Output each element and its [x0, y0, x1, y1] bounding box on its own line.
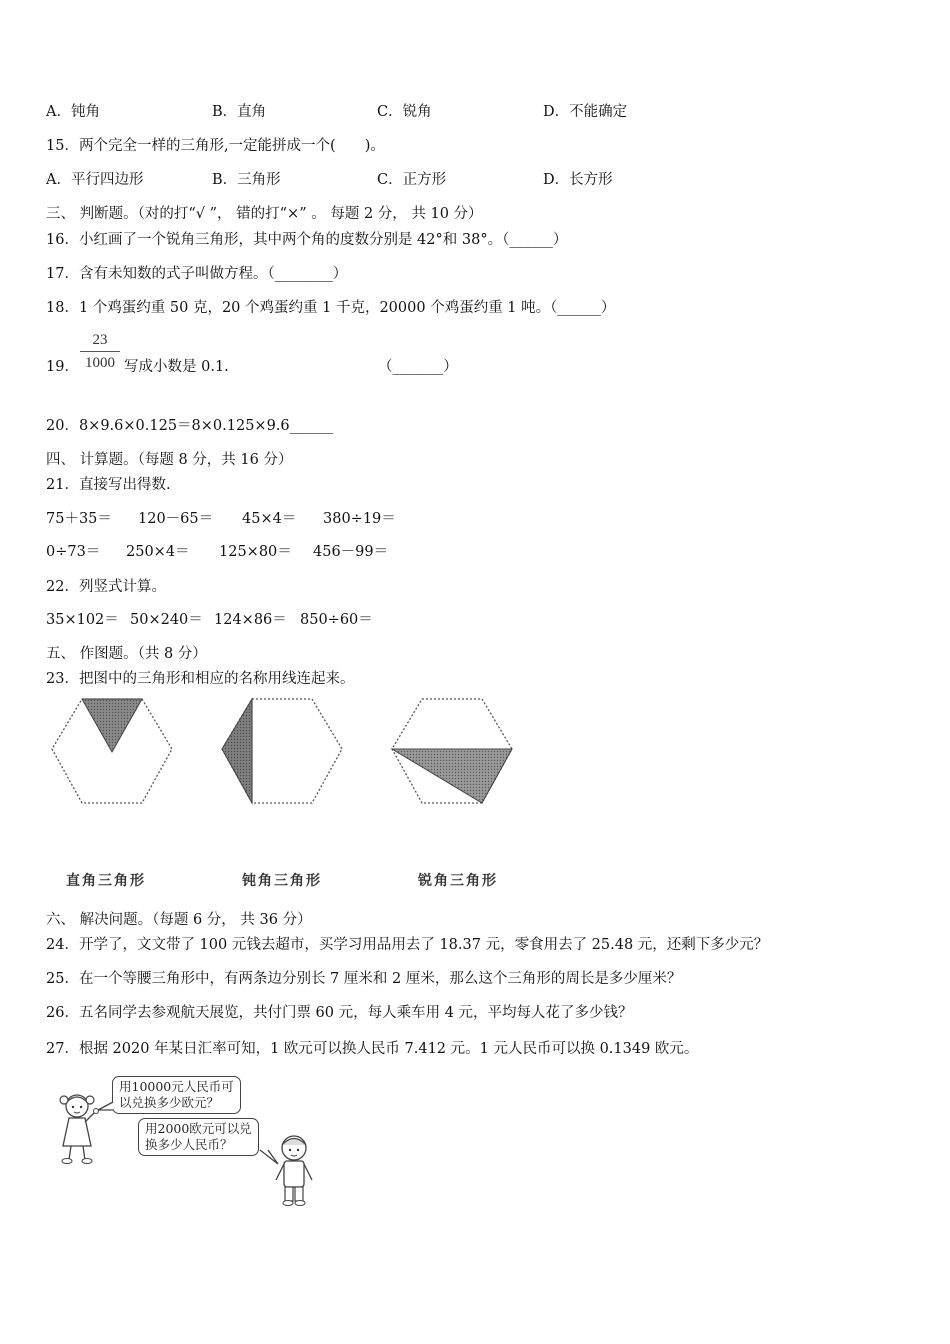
q16-text: 16．小红画了一个锐角三角形，其中两个角的度数分别是 42°和 38°。（______） [46, 232, 568, 248]
speech-bubble-girl [112, 1076, 241, 1114]
q14-option-c: C．锐角 [377, 104, 432, 120]
label-acute-triangle: 锐角三角形 [418, 873, 498, 889]
q21-item: 0÷73＝ [46, 544, 101, 560]
q21-item: 456－99＝ [313, 544, 389, 560]
q27-text: 27．根据 2020 年某日汇率可知，1 欧元可以换人民币 7.412 元。1 元人民币可以换 0.1349 欧元。 [46, 1041, 699, 1057]
q20-text: 20．8×9.6×0.125＝8×0.125×9.6______ [46, 418, 334, 434]
fraction-numerator: 23 [92, 332, 108, 348]
q22-item: 850÷60＝ [300, 612, 373, 628]
bubble-line: 用10000元人民币可 [119, 1079, 234, 1094]
q15-option-d: D．长方形 [543, 172, 613, 188]
q21-item: 250×4＝ [126, 544, 190, 560]
q21-item: 45×4＝ [242, 511, 297, 527]
label-right-triangle: 直角三角形 [66, 873, 146, 889]
hexagon-acute-triangle-figure [388, 696, 518, 808]
q14-option-b: B．直角 [212, 104, 267, 120]
q21-item: 125×80＝ [219, 544, 292, 560]
q19-fraction [80, 330, 120, 373]
section6-heading: 六、 解决问题。（每题 6 分， 共 36 分） [46, 912, 312, 928]
q21-item: 75＋35＝ [46, 511, 112, 527]
q15-option-c: C．正方形 [377, 172, 447, 188]
q19-text: 写成小数是 0.1. [124, 359, 229, 375]
q15-option-b: B．三角形 [212, 172, 281, 188]
q22-item: 35×102＝ [46, 612, 119, 628]
q22-item: 50×240＝ [130, 612, 203, 628]
q22-title: 22．列竖式计算。 [46, 579, 166, 595]
q19-number: 19． [46, 359, 79, 375]
q15-text: 15．两个完全一样的三角形,一定能拼成一个( )。 [46, 138, 385, 154]
speech-bubble-boy [138, 1118, 259, 1156]
section3-heading: 三、 判断题。（对的打“√ ”， 错的打“×” 。 每题 2 分， 共 10 分） [46, 206, 483, 222]
q25-text: 25．在一个等腰三角形中，有两条边分别长 7 厘米和 2 厘米，那么这个三角形的周长是多少厘米？ [46, 971, 682, 987]
label-obtuse-triangle: 钝角三角形 [242, 873, 322, 889]
q18-text: 18．1 个鸡蛋约重 50 克，20 个鸡蛋约重 1 千克，20000 个鸡蛋约重 1 吨。（______） [46, 300, 616, 316]
hexagon-right-triangle-figure [48, 696, 178, 808]
hexagon-obtuse-triangle-figure [218, 696, 348, 808]
q23-title: 23．把图中的三角形和相应的名称用线连起来。 [46, 671, 355, 687]
q15-option-a: A．平行四边形 [46, 172, 144, 188]
speech-bubble-tail [96, 1100, 116, 1114]
bubble-line: 以兑换多少欧元？ [119, 1095, 220, 1110]
q19-blank: （_______） [378, 359, 458, 375]
q21-title: 21．直接写出得数. [46, 477, 171, 493]
bubble-line: 用2000欧元可以兑 [145, 1121, 252, 1136]
section5-heading: 五、 作图题。（共 8 分） [46, 646, 207, 662]
fraction-bar [80, 351, 120, 352]
q22-item: 124×86＝ [214, 612, 287, 628]
section4-heading: 四、 计算题。（每题 8 分，共 16 分） [46, 452, 293, 468]
q24-text: 24．开学了，文文带了 100 元钱去超市，买学习用品用去了 18.37 元，零食用去了 25.48 元，还剩下多少元？ [46, 937, 769, 953]
q21-item: 380÷19＝ [323, 511, 396, 527]
q17-text: 17．含有未知数的式子叫做方程。（________） [46, 266, 348, 282]
q21-item: 120－65＝ [138, 511, 214, 527]
fraction-denominator: 1000 [85, 355, 115, 371]
q14-option-d: D．不能确定 [543, 104, 628, 120]
bubble-line: 换多少人民币？ [145, 1137, 233, 1152]
boy-illustration [270, 1130, 322, 1208]
q14-option-a: A．钝角 [46, 104, 100, 120]
q26-text: 26．五名同学去参观航天展览，共付门票 60 元，每人乘车用 4 元，平均每人花了多少钱？ [46, 1005, 633, 1021]
